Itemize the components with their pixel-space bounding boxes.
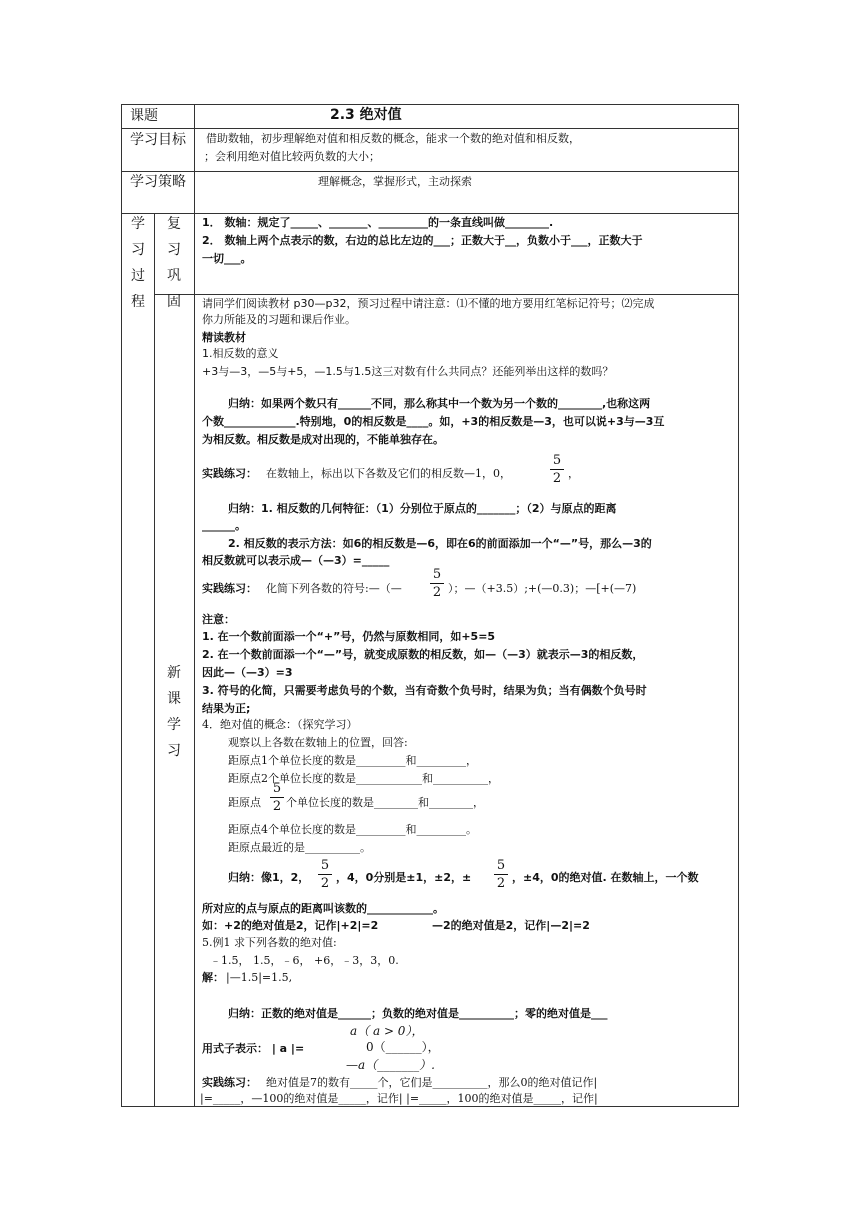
note-heading: 注意： xyxy=(202,613,235,626)
practice-text: 在数轴上，标出以下各数及它们的相反数—1，0， xyxy=(266,467,511,480)
formula-line: a（ a > 0）， xyxy=(350,1024,424,1038)
objectives-line: 借助数轴，初步理解绝对值和相反数的概念，能求一个数的绝对值和相反数， xyxy=(206,132,580,145)
solution-label: 解： xyxy=(202,971,224,984)
exploration-line: 距原点 xyxy=(228,796,261,809)
fraction-denominator: 2 xyxy=(552,471,562,486)
fraction xyxy=(270,781,284,814)
fraction-numerator: 5 xyxy=(320,858,330,873)
fraction-numerator: 5 xyxy=(272,781,282,796)
new-lesson-char: 新 xyxy=(167,665,181,681)
note-line: 2. 在一个数前面添一个“—”号，就变成原数的相反数，如—（—3）就表示—3的相反数， xyxy=(202,648,644,661)
summary-line: 归纳：像1，2， xyxy=(228,871,310,884)
practice-label: 实践练习： xyxy=(202,1076,257,1089)
strategy-text: 理解概念，掌握形式，主动探索 xyxy=(318,175,472,188)
fraction xyxy=(318,858,332,891)
intro-line: 你力所能及的习题和课后作业。 xyxy=(202,313,356,326)
topic-label: 课题 xyxy=(130,108,158,124)
review-char: 习 xyxy=(167,242,181,258)
summary-line: ，±4，0的绝对值. 在数轴上，一个数 xyxy=(512,871,699,884)
process-char: 习 xyxy=(131,242,145,258)
grid-line xyxy=(122,128,738,129)
process-char: 学 xyxy=(131,216,145,232)
exploration-line: 个单位长度的数是________和________， xyxy=(286,796,484,809)
grid-line xyxy=(194,105,195,213)
new-lesson-char: 课 xyxy=(167,691,181,707)
question-text: +3与—3，—5与+5，—1.5与1.5这三对数有什么共同点？还能列举出这样的数吗？ xyxy=(202,365,614,378)
practice-label: 实践练习： xyxy=(202,467,257,480)
exploration-line: 距原点2个单位长度的数是____________和__________， xyxy=(228,772,499,785)
review-line: 1． 数轴：规定了_____、_______、_________的一条直线叫做________. xyxy=(202,216,554,229)
process-label xyxy=(124,211,152,315)
practice-text: |=_____，—100的绝对值是_____，记作| |=_____，100的绝对值是_____，记作| xyxy=(200,1092,598,1105)
review-label xyxy=(156,211,192,315)
review-char: 固 xyxy=(167,294,181,310)
subsection-line: 相反数就可以表示成—（—3）=_____ xyxy=(202,554,390,567)
practice-text: 绝对值是7的数有_____个，它们是__________，那么0的绝对值记作| xyxy=(266,1076,598,1089)
subsection-title: 4．绝对值的概念：（探究学习） xyxy=(202,718,358,731)
practice-label: 实践练习： xyxy=(202,582,257,595)
fraction-denominator: 2 xyxy=(496,876,506,891)
example-heading: 5.例1 求下列各数的绝对值: xyxy=(202,936,337,949)
page-title: 2.3 绝对值 xyxy=(330,107,402,123)
grid-line xyxy=(122,171,738,172)
process-char: 过 xyxy=(131,268,145,284)
practice-text: 化简下列各数的符号:—（— xyxy=(266,582,402,595)
fraction xyxy=(430,567,444,600)
note-line: 3. 符号的化简，只需要考虑负号的个数，当有奇数个负号时，结果为负；当有偶数个负号时 xyxy=(202,684,647,697)
fraction-numerator: 5 xyxy=(552,453,562,468)
fraction-numerator: 5 xyxy=(432,567,442,582)
new-lesson-label xyxy=(156,660,192,764)
grid-line xyxy=(194,213,195,1107)
summary-line: 归纳：正数的绝对值是______；负数的绝对值是__________；零的绝对值是___ xyxy=(228,1007,608,1020)
exploration-line: 距原点最近的是__________。 xyxy=(228,841,371,854)
grid-line xyxy=(154,213,155,1107)
summary-line: ______。 xyxy=(202,519,246,532)
process-char: 程 xyxy=(131,294,145,310)
subsection-title: 1.相反数的意义 xyxy=(202,347,279,360)
new-lesson-char: 习 xyxy=(167,743,181,759)
practice-text: ）；—（+3.5）;+(—0.3)；—[+(—7) xyxy=(448,582,637,595)
fraction xyxy=(494,858,508,891)
exploration-line: 距原点4个单位长度的数是_________和_________。 xyxy=(228,823,477,836)
subsection-line: 2. 相反数的表示方法：如6的相反数是—6，即在6的前面添加一个“—”号，那么—3的 xyxy=(228,537,652,550)
review-char: 复 xyxy=(167,216,181,232)
fraction-numerator: 5 xyxy=(496,858,506,873)
lesson-plan-table xyxy=(121,104,739,1107)
review-line: 2． 数轴上两个点表示的数，右边的总比左边的___；正数大于__，负数小于___，正数大于 xyxy=(202,234,643,247)
grid-line xyxy=(154,294,738,295)
solution-text: |—1.5|=1.5, xyxy=(226,971,293,984)
summary-line: 为相反数。相反数是成对出现的，不能单独存在。 xyxy=(202,433,444,446)
example-text: —2的绝对值是2，记作|—2|=2 xyxy=(432,919,590,932)
review-char: 巩 xyxy=(167,268,181,284)
note-line: 1. 在一个数前面添一个“+”号，仍然与原数相同，如+5=5 xyxy=(202,630,496,643)
summary-line: 归纳：如果两个数只有______不同，那么称其中一个数为另一个数的________,也称这两 xyxy=(228,397,651,410)
formula-line: —a（_______）. xyxy=(346,1058,435,1072)
example-numbers: ﹣1.5， 1.5，﹣6， +6，﹣3，3，0. xyxy=(210,954,399,967)
grid-line xyxy=(122,213,738,214)
summary-line: 归纳：1. 相反数的几何特征：（1）分别位于原点的_______；（2）与原点的距离 xyxy=(228,502,617,515)
fraction xyxy=(550,453,564,486)
formula-label: 用式子表示： | a |= xyxy=(202,1042,305,1055)
new-lesson-char: 学 xyxy=(167,717,181,733)
fraction-denominator: 2 xyxy=(320,876,330,891)
summary-line: 所对应的点与原点的距离叫该数的____________。 xyxy=(202,902,444,915)
review-line: 一切___。 xyxy=(202,252,252,265)
intro-line: 请同学们阅读教材 p30—p32，预习过程中请注意：⑴不懂的地方要用红笔标记符号；⑵完成 xyxy=(202,297,655,310)
objectives-label: 学习目标 xyxy=(130,132,186,148)
formula-line: 0（______）， xyxy=(366,1040,440,1054)
fraction-denominator: 2 xyxy=(272,799,282,814)
note-line: 因此—（—3）=3 xyxy=(202,666,293,679)
note-line: 结果为正; xyxy=(202,702,251,715)
exploration-line: 观察以上各数在数轴上的位置，回答: xyxy=(228,736,408,749)
fraction-denominator: 2 xyxy=(432,585,442,600)
practice-text: ， xyxy=(568,467,579,480)
strategy-label: 学习策略 xyxy=(130,174,186,190)
summary-line: 个数_____________.特别地，0的相反数是____。如，+3的相反数是—3，也可以说+3与—3互 xyxy=(202,415,665,428)
example-text: 如：+2的绝对值是2，记作|+2|=2 xyxy=(202,919,379,932)
objectives-line: ；会利用绝对值比较两负数的大小； xyxy=(204,150,380,163)
exploration-line: 距原点1个单位长度的数是_________和_________， xyxy=(228,754,477,767)
section-heading: 精读教材 xyxy=(202,331,246,344)
summary-line: ，4，0分别是±1，±2，± xyxy=(336,871,472,884)
